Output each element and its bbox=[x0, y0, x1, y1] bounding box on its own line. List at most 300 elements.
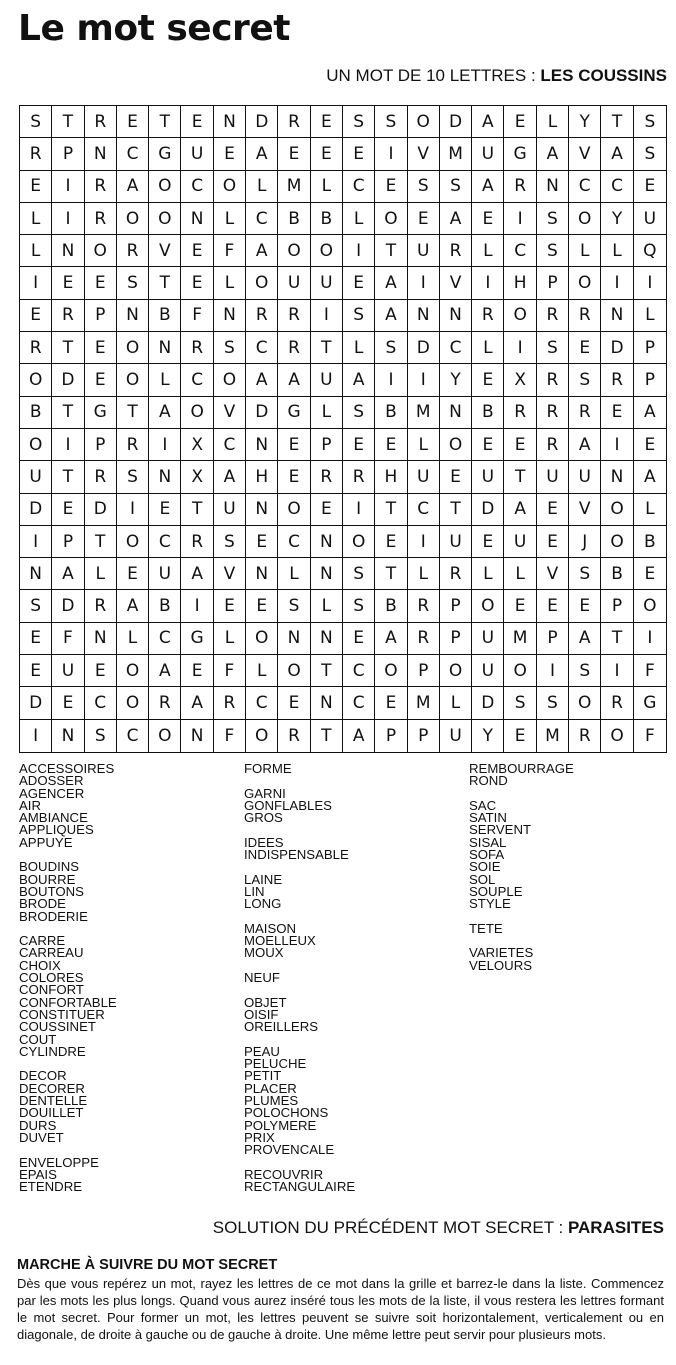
grid-cell[interactable]: C bbox=[278, 526, 310, 558]
grid-cell[interactable]: T bbox=[52, 397, 84, 429]
grid-cell[interactable]: C bbox=[569, 171, 601, 203]
grid-cell[interactable]: E bbox=[537, 526, 569, 558]
grid-cell[interactable]: I bbox=[149, 429, 181, 461]
grid-cell[interactable]: V bbox=[408, 138, 440, 170]
grid-cell[interactable]: N bbox=[85, 138, 117, 170]
grid-cell[interactable]: C bbox=[246, 687, 278, 719]
grid-cell[interactable]: M bbox=[278, 171, 310, 203]
grid-cell[interactable]: D bbox=[52, 364, 84, 396]
grid-cell[interactable]: L bbox=[246, 655, 278, 687]
grid-cell[interactable]: E bbox=[601, 397, 633, 429]
grid-cell[interactable]: E bbox=[472, 526, 504, 558]
grid-cell[interactable]: S bbox=[537, 332, 569, 364]
grid-cell[interactable]: C bbox=[440, 332, 472, 364]
grid-cell[interactable]: T bbox=[52, 106, 84, 138]
grid-cell[interactable]: Q bbox=[634, 235, 666, 267]
grid-cell[interactable]: O bbox=[246, 267, 278, 299]
grid-cell[interactable]: A bbox=[278, 364, 310, 396]
grid-cell[interactable]: R bbox=[278, 332, 310, 364]
grid-cell[interactable]: R bbox=[149, 687, 181, 719]
grid-cell[interactable]: L bbox=[634, 494, 666, 526]
grid-cell[interactable]: L bbox=[504, 558, 536, 590]
grid-cell[interactable]: U bbox=[472, 461, 504, 493]
grid-cell[interactable]: I bbox=[408, 526, 440, 558]
grid-cell[interactable]: A bbox=[343, 364, 375, 396]
grid-cell[interactable]: L bbox=[408, 429, 440, 461]
grid-cell[interactable]: L bbox=[246, 171, 278, 203]
grid-cell[interactable]: L bbox=[472, 558, 504, 590]
grid-cell[interactable]: N bbox=[278, 623, 310, 655]
grid-cell[interactable]: O bbox=[472, 590, 504, 622]
grid-cell[interactable]: O bbox=[117, 655, 149, 687]
grid-cell[interactable]: P bbox=[52, 138, 84, 170]
grid-cell[interactable]: S bbox=[343, 558, 375, 590]
grid-cell[interactable]: E bbox=[246, 590, 278, 622]
grid-cell[interactable]: I bbox=[52, 171, 84, 203]
grid-cell[interactable]: N bbox=[117, 300, 149, 332]
grid-cell[interactable]: E bbox=[343, 623, 375, 655]
grid-cell[interactable]: Y bbox=[569, 106, 601, 138]
grid-cell[interactable]: P bbox=[85, 300, 117, 332]
grid-cell[interactable]: R bbox=[504, 397, 536, 429]
grid-cell[interactable]: T bbox=[117, 397, 149, 429]
grid-cell[interactable]: S bbox=[537, 235, 569, 267]
grid-cell[interactable]: O bbox=[117, 332, 149, 364]
grid-cell[interactable]: E bbox=[181, 106, 213, 138]
grid-cell[interactable]: R bbox=[278, 300, 310, 332]
grid-cell[interactable]: P bbox=[408, 655, 440, 687]
grid-cell[interactable]: P bbox=[375, 720, 407, 752]
grid-cell[interactable]: F bbox=[634, 655, 666, 687]
grid-cell[interactable]: O bbox=[149, 720, 181, 752]
grid-cell[interactable]: E bbox=[20, 171, 52, 203]
grid-cell[interactable]: T bbox=[181, 494, 213, 526]
grid-cell[interactable]: L bbox=[278, 558, 310, 590]
grid-cell[interactable]: E bbox=[634, 429, 666, 461]
grid-cell[interactable]: B bbox=[472, 397, 504, 429]
grid-cell[interactable]: O bbox=[440, 429, 472, 461]
grid-cell[interactable]: J bbox=[569, 526, 601, 558]
grid-cell[interactable]: I bbox=[408, 364, 440, 396]
grid-cell[interactable]: P bbox=[311, 429, 343, 461]
grid-cell[interactable]: F bbox=[52, 623, 84, 655]
grid-cell[interactable]: E bbox=[343, 138, 375, 170]
grid-cell[interactable]: E bbox=[440, 461, 472, 493]
grid-cell[interactable]: R bbox=[117, 429, 149, 461]
grid-cell[interactable]: C bbox=[117, 720, 149, 752]
grid-cell[interactable]: U bbox=[311, 364, 343, 396]
grid-cell[interactable]: U bbox=[440, 720, 472, 752]
grid-cell[interactable]: M bbox=[440, 138, 472, 170]
grid-cell[interactable]: O bbox=[408, 106, 440, 138]
grid-cell[interactable]: B bbox=[375, 397, 407, 429]
grid-cell[interactable]: F bbox=[214, 655, 246, 687]
grid-cell[interactable]: A bbox=[246, 235, 278, 267]
grid-cell[interactable]: N bbox=[311, 687, 343, 719]
grid-cell[interactable]: G bbox=[181, 623, 213, 655]
grid-cell[interactable]: N bbox=[601, 300, 633, 332]
grid-cell[interactable]: S bbox=[85, 720, 117, 752]
grid-cell[interactable]: I bbox=[472, 267, 504, 299]
grid-cell[interactable]: L bbox=[440, 687, 472, 719]
grid-cell[interactable]: E bbox=[472, 429, 504, 461]
grid-cell[interactable]: A bbox=[375, 623, 407, 655]
grid-cell[interactable]: R bbox=[569, 397, 601, 429]
grid-cell[interactable]: P bbox=[440, 623, 472, 655]
grid-cell[interactable]: E bbox=[278, 687, 310, 719]
grid-cell[interactable]: H bbox=[246, 461, 278, 493]
grid-cell[interactable]: U bbox=[472, 623, 504, 655]
grid-cell[interactable]: V bbox=[214, 558, 246, 590]
grid-cell[interactable]: N bbox=[20, 558, 52, 590]
grid-cell[interactable]: S bbox=[504, 687, 536, 719]
grid-cell[interactable]: E bbox=[214, 590, 246, 622]
grid-cell[interactable]: T bbox=[149, 267, 181, 299]
grid-cell[interactable]: D bbox=[85, 494, 117, 526]
grid-cell[interactable]: E bbox=[20, 300, 52, 332]
grid-cell[interactable]: U bbox=[408, 461, 440, 493]
grid-cell[interactable]: T bbox=[440, 494, 472, 526]
grid-cell[interactable]: E bbox=[246, 526, 278, 558]
grid-cell[interactable]: L bbox=[472, 332, 504, 364]
grid-cell[interactable]: E bbox=[375, 171, 407, 203]
grid-cell[interactable]: A bbox=[472, 106, 504, 138]
grid-cell[interactable]: O bbox=[569, 203, 601, 235]
grid-cell[interactable]: B bbox=[375, 590, 407, 622]
grid-cell[interactable]: P bbox=[634, 364, 666, 396]
grid-cell[interactable]: R bbox=[569, 720, 601, 752]
grid-cell[interactable]: S bbox=[278, 590, 310, 622]
grid-cell[interactable]: F bbox=[214, 235, 246, 267]
grid-cell[interactable]: R bbox=[408, 623, 440, 655]
grid-cell[interactable]: I bbox=[375, 138, 407, 170]
grid-cell[interactable]: O bbox=[149, 171, 181, 203]
grid-cell[interactable]: S bbox=[408, 171, 440, 203]
grid-cell[interactable]: O bbox=[601, 720, 633, 752]
grid-cell[interactable]: A bbox=[246, 138, 278, 170]
grid-cell[interactable]: B bbox=[149, 590, 181, 622]
grid-cell[interactable]: T bbox=[85, 526, 117, 558]
grid-cell[interactable]: X bbox=[181, 429, 213, 461]
grid-cell[interactable]: T bbox=[504, 461, 536, 493]
grid-cell[interactable]: V bbox=[440, 267, 472, 299]
grid-cell[interactable]: O bbox=[85, 235, 117, 267]
grid-cell[interactable]: P bbox=[537, 623, 569, 655]
grid-cell[interactable]: N bbox=[181, 720, 213, 752]
grid-cell[interactable]: N bbox=[246, 558, 278, 590]
grid-cell[interactable]: V bbox=[569, 138, 601, 170]
grid-cell[interactable]: S bbox=[343, 397, 375, 429]
grid-cell[interactable]: U bbox=[408, 235, 440, 267]
grid-cell[interactable]: E bbox=[504, 720, 536, 752]
grid-cell[interactable]: I bbox=[52, 429, 84, 461]
grid-cell[interactable]: D bbox=[472, 494, 504, 526]
grid-cell[interactable]: N bbox=[181, 203, 213, 235]
grid-cell[interactable]: R bbox=[278, 106, 310, 138]
grid-cell[interactable]: D bbox=[440, 106, 472, 138]
grid-cell[interactable]: A bbox=[569, 429, 601, 461]
grid-cell[interactable]: R bbox=[181, 526, 213, 558]
grid-cell[interactable]: E bbox=[343, 429, 375, 461]
grid-cell[interactable]: R bbox=[537, 397, 569, 429]
grid-cell[interactable]: L bbox=[343, 203, 375, 235]
grid-cell[interactable]: O bbox=[440, 655, 472, 687]
grid-cell[interactable]: T bbox=[52, 461, 84, 493]
grid-cell[interactable]: E bbox=[20, 655, 52, 687]
grid-cell[interactable]: L bbox=[634, 300, 666, 332]
grid-cell[interactable]: T bbox=[375, 558, 407, 590]
grid-cell[interactable]: A bbox=[181, 687, 213, 719]
grid-cell[interactable]: C bbox=[181, 364, 213, 396]
grid-cell[interactable]: N bbox=[214, 300, 246, 332]
grid-cell[interactable]: A bbox=[181, 558, 213, 590]
grid-cell[interactable]: S bbox=[440, 171, 472, 203]
grid-cell[interactable]: R bbox=[440, 235, 472, 267]
grid-cell[interactable]: S bbox=[20, 106, 52, 138]
grid-cell[interactable]: S bbox=[214, 332, 246, 364]
grid-cell[interactable]: R bbox=[20, 138, 52, 170]
grid-cell[interactable]: U bbox=[537, 461, 569, 493]
grid-cell[interactable]: P bbox=[537, 267, 569, 299]
grid-cell[interactable]: C bbox=[246, 332, 278, 364]
grid-cell[interactable]: O bbox=[504, 300, 536, 332]
grid-cell[interactable]: O bbox=[214, 171, 246, 203]
grid-cell[interactable]: N bbox=[408, 300, 440, 332]
grid-cell[interactable]: A bbox=[375, 267, 407, 299]
grid-cell[interactable]: L bbox=[311, 397, 343, 429]
grid-cell[interactable]: I bbox=[601, 429, 633, 461]
grid-cell[interactable]: C bbox=[408, 494, 440, 526]
grid-cell[interactable]: N bbox=[149, 461, 181, 493]
grid-cell[interactable]: G bbox=[634, 687, 666, 719]
grid-cell[interactable]: S bbox=[20, 590, 52, 622]
grid-cell[interactable]: E bbox=[375, 687, 407, 719]
grid-cell[interactable]: A bbox=[601, 138, 633, 170]
grid-cell[interactable]: A bbox=[52, 558, 84, 590]
grid-cell[interactable]: M bbox=[537, 720, 569, 752]
grid-cell[interactable]: H bbox=[504, 267, 536, 299]
grid-cell[interactable]: R bbox=[85, 203, 117, 235]
grid-cell[interactable]: E bbox=[85, 267, 117, 299]
grid-cell[interactable]: E bbox=[214, 138, 246, 170]
grid-cell[interactable]: T bbox=[52, 332, 84, 364]
grid-cell[interactable]: S bbox=[569, 364, 601, 396]
grid-cell[interactable]: I bbox=[343, 494, 375, 526]
grid-cell[interactable]: Y bbox=[601, 203, 633, 235]
grid-cell[interactable]: S bbox=[634, 138, 666, 170]
grid-cell[interactable]: G bbox=[504, 138, 536, 170]
grid-cell[interactable]: L bbox=[408, 558, 440, 590]
grid-cell[interactable]: E bbox=[569, 332, 601, 364]
grid-cell[interactable]: S bbox=[343, 106, 375, 138]
grid-cell[interactable]: S bbox=[117, 461, 149, 493]
grid-cell[interactable]: O bbox=[311, 235, 343, 267]
grid-cell[interactable]: A bbox=[246, 364, 278, 396]
grid-cell[interactable]: E bbox=[504, 429, 536, 461]
grid-cell[interactable]: N bbox=[311, 558, 343, 590]
grid-cell[interactable]: R bbox=[504, 171, 536, 203]
grid-cell[interactable]: S bbox=[343, 590, 375, 622]
grid-cell[interactable]: R bbox=[440, 558, 472, 590]
grid-cell[interactable]: E bbox=[85, 364, 117, 396]
grid-cell[interactable]: E bbox=[52, 687, 84, 719]
grid-cell[interactable]: O bbox=[117, 526, 149, 558]
grid-cell[interactable]: A bbox=[537, 138, 569, 170]
grid-cell[interactable]: A bbox=[634, 397, 666, 429]
grid-cell[interactable]: R bbox=[20, 332, 52, 364]
grid-cell[interactable]: L bbox=[601, 235, 633, 267]
grid-cell[interactable]: I bbox=[504, 332, 536, 364]
grid-cell[interactable]: T bbox=[601, 106, 633, 138]
grid-cell[interactable]: R bbox=[537, 364, 569, 396]
grid-cell[interactable]: C bbox=[149, 526, 181, 558]
grid-cell[interactable]: V bbox=[149, 235, 181, 267]
grid-cell[interactable]: O bbox=[634, 590, 666, 622]
grid-cell[interactable]: C bbox=[181, 171, 213, 203]
grid-cell[interactable]: R bbox=[601, 687, 633, 719]
grid-cell[interactable]: N bbox=[601, 461, 633, 493]
grid-cell[interactable]: U bbox=[20, 461, 52, 493]
grid-cell[interactable]: O bbox=[214, 364, 246, 396]
grid-cell[interactable]: L bbox=[569, 235, 601, 267]
grid-cell[interactable]: S bbox=[117, 267, 149, 299]
grid-cell[interactable]: D bbox=[601, 332, 633, 364]
grid-cell[interactable]: I bbox=[181, 590, 213, 622]
grid-cell[interactable]: R bbox=[569, 300, 601, 332]
grid-cell[interactable]: L bbox=[311, 171, 343, 203]
grid-cell[interactable]: U bbox=[504, 526, 536, 558]
grid-cell[interactable]: O bbox=[117, 687, 149, 719]
grid-cell[interactable]: E bbox=[149, 494, 181, 526]
grid-cell[interactable]: T bbox=[149, 106, 181, 138]
grid-cell[interactable]: U bbox=[634, 203, 666, 235]
grid-cell[interactable]: O bbox=[246, 623, 278, 655]
grid-cell[interactable]: L bbox=[214, 267, 246, 299]
grid-cell[interactable]: E bbox=[343, 267, 375, 299]
grid-cell[interactable]: I bbox=[634, 267, 666, 299]
grid-cell[interactable]: I bbox=[634, 623, 666, 655]
grid-cell[interactable]: O bbox=[246, 720, 278, 752]
grid-cell[interactable]: A bbox=[440, 203, 472, 235]
grid-cell[interactable]: E bbox=[472, 203, 504, 235]
grid-cell[interactable]: V bbox=[214, 397, 246, 429]
grid-cell[interactable]: T bbox=[601, 623, 633, 655]
grid-cell[interactable]: S bbox=[375, 106, 407, 138]
grid-cell[interactable]: U bbox=[472, 138, 504, 170]
grid-cell[interactable]: R bbox=[601, 364, 633, 396]
grid-cell[interactable]: R bbox=[472, 300, 504, 332]
grid-cell[interactable]: E bbox=[375, 526, 407, 558]
grid-cell[interactable]: Y bbox=[472, 720, 504, 752]
grid-cell[interactable]: R bbox=[85, 106, 117, 138]
grid-cell[interactable]: I bbox=[52, 203, 84, 235]
grid-cell[interactable]: B bbox=[20, 397, 52, 429]
grid-cell[interactable]: O bbox=[601, 526, 633, 558]
grid-cell[interactable]: R bbox=[343, 461, 375, 493]
grid-cell[interactable]: I bbox=[537, 655, 569, 687]
grid-cell[interactable]: R bbox=[181, 332, 213, 364]
grid-cell[interactable]: I bbox=[311, 300, 343, 332]
grid-cell[interactable]: S bbox=[537, 687, 569, 719]
grid-cell[interactable]: Y bbox=[440, 364, 472, 396]
grid-cell[interactable]: I bbox=[20, 720, 52, 752]
grid-cell[interactable]: E bbox=[375, 429, 407, 461]
grid-cell[interactable]: P bbox=[440, 590, 472, 622]
grid-cell[interactable]: T bbox=[375, 235, 407, 267]
grid-cell[interactable]: I bbox=[408, 267, 440, 299]
grid-cell[interactable]: C bbox=[149, 623, 181, 655]
grid-cell[interactable]: O bbox=[278, 494, 310, 526]
grid-cell[interactable]: R bbox=[85, 590, 117, 622]
grid-cell[interactable]: O bbox=[117, 364, 149, 396]
grid-cell[interactable]: R bbox=[537, 429, 569, 461]
grid-cell[interactable]: E bbox=[634, 171, 666, 203]
grid-cell[interactable]: G bbox=[149, 138, 181, 170]
grid-cell[interactable]: U bbox=[278, 267, 310, 299]
grid-cell[interactable]: B bbox=[634, 526, 666, 558]
grid-cell[interactable]: R bbox=[214, 687, 246, 719]
grid-cell[interactable]: A bbox=[569, 623, 601, 655]
grid-cell[interactable]: B bbox=[278, 203, 310, 235]
grid-cell[interactable]: R bbox=[85, 171, 117, 203]
grid-cell[interactable]: N bbox=[311, 623, 343, 655]
grid-cell[interactable]: R bbox=[52, 300, 84, 332]
grid-cell[interactable]: B bbox=[311, 203, 343, 235]
grid-cell[interactable]: S bbox=[214, 526, 246, 558]
grid-cell[interactable]: F bbox=[214, 720, 246, 752]
grid-cell[interactable]: T bbox=[311, 720, 343, 752]
grid-cell[interactable]: U bbox=[311, 267, 343, 299]
grid-cell[interactable]: O bbox=[375, 655, 407, 687]
grid-cell[interactable]: A bbox=[149, 655, 181, 687]
grid-cell[interactable]: B bbox=[601, 558, 633, 590]
grid-cell[interactable]: M bbox=[408, 687, 440, 719]
grid-cell[interactable]: E bbox=[311, 106, 343, 138]
grid-cell[interactable]: G bbox=[85, 397, 117, 429]
grid-cell[interactable]: I bbox=[601, 655, 633, 687]
grid-cell[interactable]: T bbox=[311, 332, 343, 364]
grid-cell[interactable]: E bbox=[504, 106, 536, 138]
grid-cell[interactable]: S bbox=[343, 300, 375, 332]
grid-cell[interactable]: I bbox=[20, 526, 52, 558]
grid-cell[interactable]: I bbox=[343, 235, 375, 267]
grid-cell[interactable]: E bbox=[181, 235, 213, 267]
grid-cell[interactable]: C bbox=[85, 687, 117, 719]
grid-cell[interactable]: A bbox=[214, 461, 246, 493]
grid-cell[interactable]: I bbox=[375, 364, 407, 396]
grid-cell[interactable]: E bbox=[408, 203, 440, 235]
grid-cell[interactable]: D bbox=[408, 332, 440, 364]
grid-cell[interactable]: M bbox=[504, 623, 536, 655]
grid-cell[interactable]: E bbox=[537, 590, 569, 622]
grid-cell[interactable]: N bbox=[52, 235, 84, 267]
grid-cell[interactable]: O bbox=[375, 203, 407, 235]
grid-cell[interactable]: N bbox=[214, 106, 246, 138]
grid-cell[interactable]: U bbox=[149, 558, 181, 590]
grid-cell[interactable]: U bbox=[472, 655, 504, 687]
grid-cell[interactable]: I bbox=[601, 267, 633, 299]
grid-cell[interactable]: V bbox=[537, 558, 569, 590]
grid-cell[interactable]: O bbox=[569, 267, 601, 299]
grid-cell[interactable]: C bbox=[343, 171, 375, 203]
grid-cell[interactable]: R bbox=[117, 235, 149, 267]
grid-cell[interactable]: S bbox=[569, 558, 601, 590]
grid-cell[interactable]: E bbox=[52, 494, 84, 526]
grid-cell[interactable]: D bbox=[246, 106, 278, 138]
grid-cell[interactable]: A bbox=[149, 397, 181, 429]
grid-cell[interactable]: U bbox=[214, 494, 246, 526]
grid-cell[interactable]: O bbox=[278, 235, 310, 267]
